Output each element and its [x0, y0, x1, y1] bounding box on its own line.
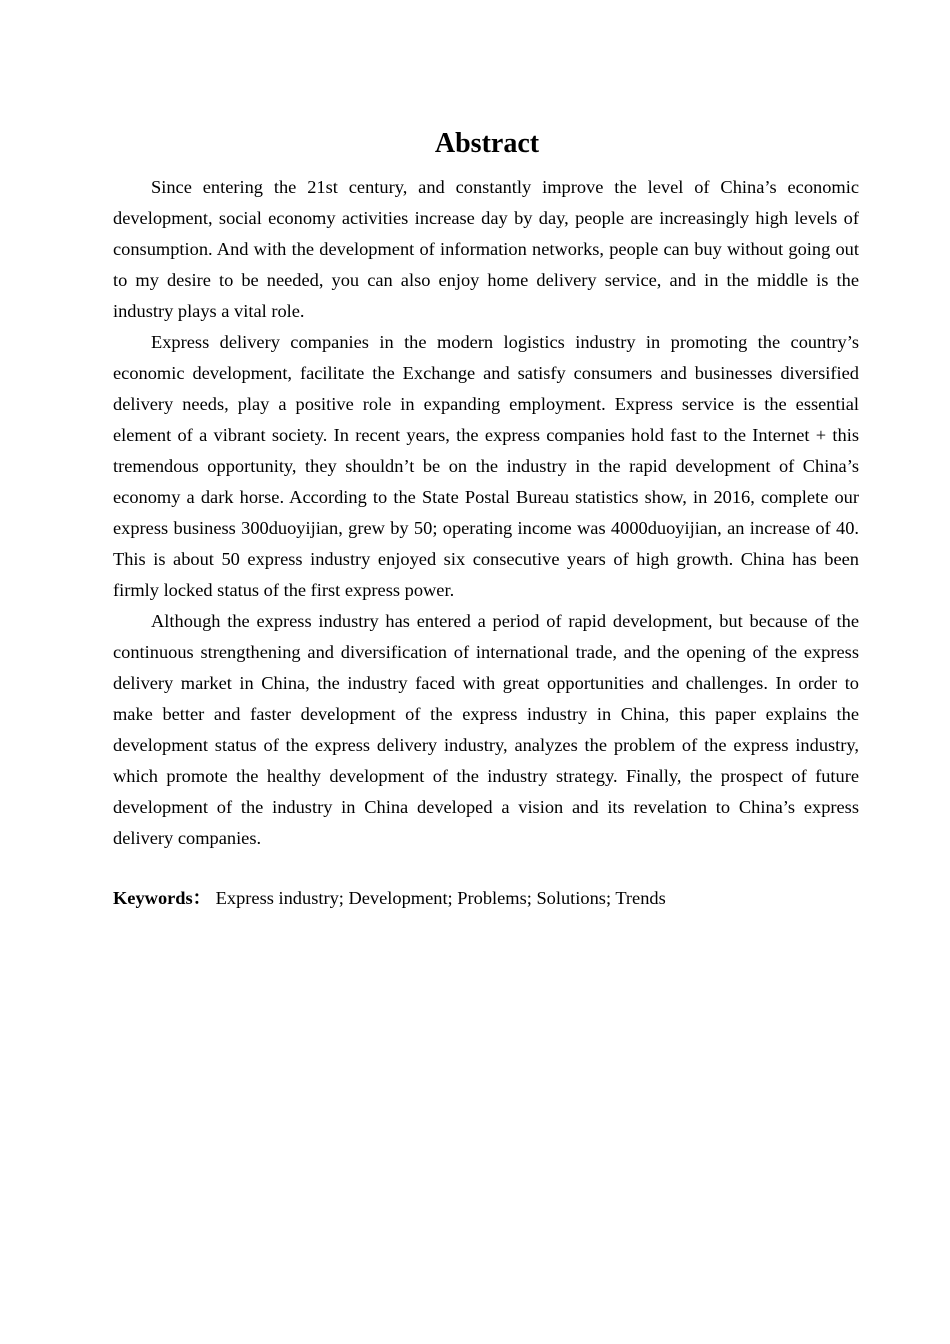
abstract-page — [113, 124, 859, 914]
keywords-value: Express industry; Development; Problems; Solutions; Trends — [211, 888, 666, 908]
keywords-label: Keywords： — [113, 888, 212, 908]
abstract-paragraph-3: Although the express industry has entered a period of rapid development, but because of the continuous strengthening and diversification of international trade, and the opening of the express delivery market in China, the industry faced with great opportunities and challenges. In order to make better and faster development of the express industry in China, this paper explains the development status of the express delivery industry, analyzes the problem of the express industry, which promote the healthy development of the industry strategy. Finally, the prospect of future development of the industry in China developed a vision and its revelation to China’s express delivery companies. — [113, 611, 859, 848]
abstract-title: Abstract — [434, 128, 540, 159]
abstract-paragraph-1: Since entering the 21st century, and constantly improve the level of China’s economic development, social economy activities increase day by day, people are increasingly high levels of consumption. And with the development of information networks, people can buy without going out to my desire to be needed, you can also enjoy home delivery service, and in the middle is the industry plays a vital role. — [113, 177, 859, 321]
abstract-paragraph-2: Express delivery companies in the modern logistics industry in promoting the country’s economic development, facilitate the Exchange and satisfy consumers and businesses diversified delivery needs, play a positive role in expanding employment. Express service is the essential element of a vibrant society. In recent years, the express companies hold fast to the Internet + this tremendous opportunity, they shouldn’t be on the industry in the rapid development of China’s economy a dark horse. According to the State Postal Bureau statistics show, in 2016, complete our express business 300duoyijian, grew by 50; operating income was 4000duoyijian, an increase of 40. This is about 50 express industry enjoyed six consecutive years of high growth. China has been firmly locked status of the first express power. — [113, 332, 859, 600]
keywords-line — [113, 883, 859, 914]
